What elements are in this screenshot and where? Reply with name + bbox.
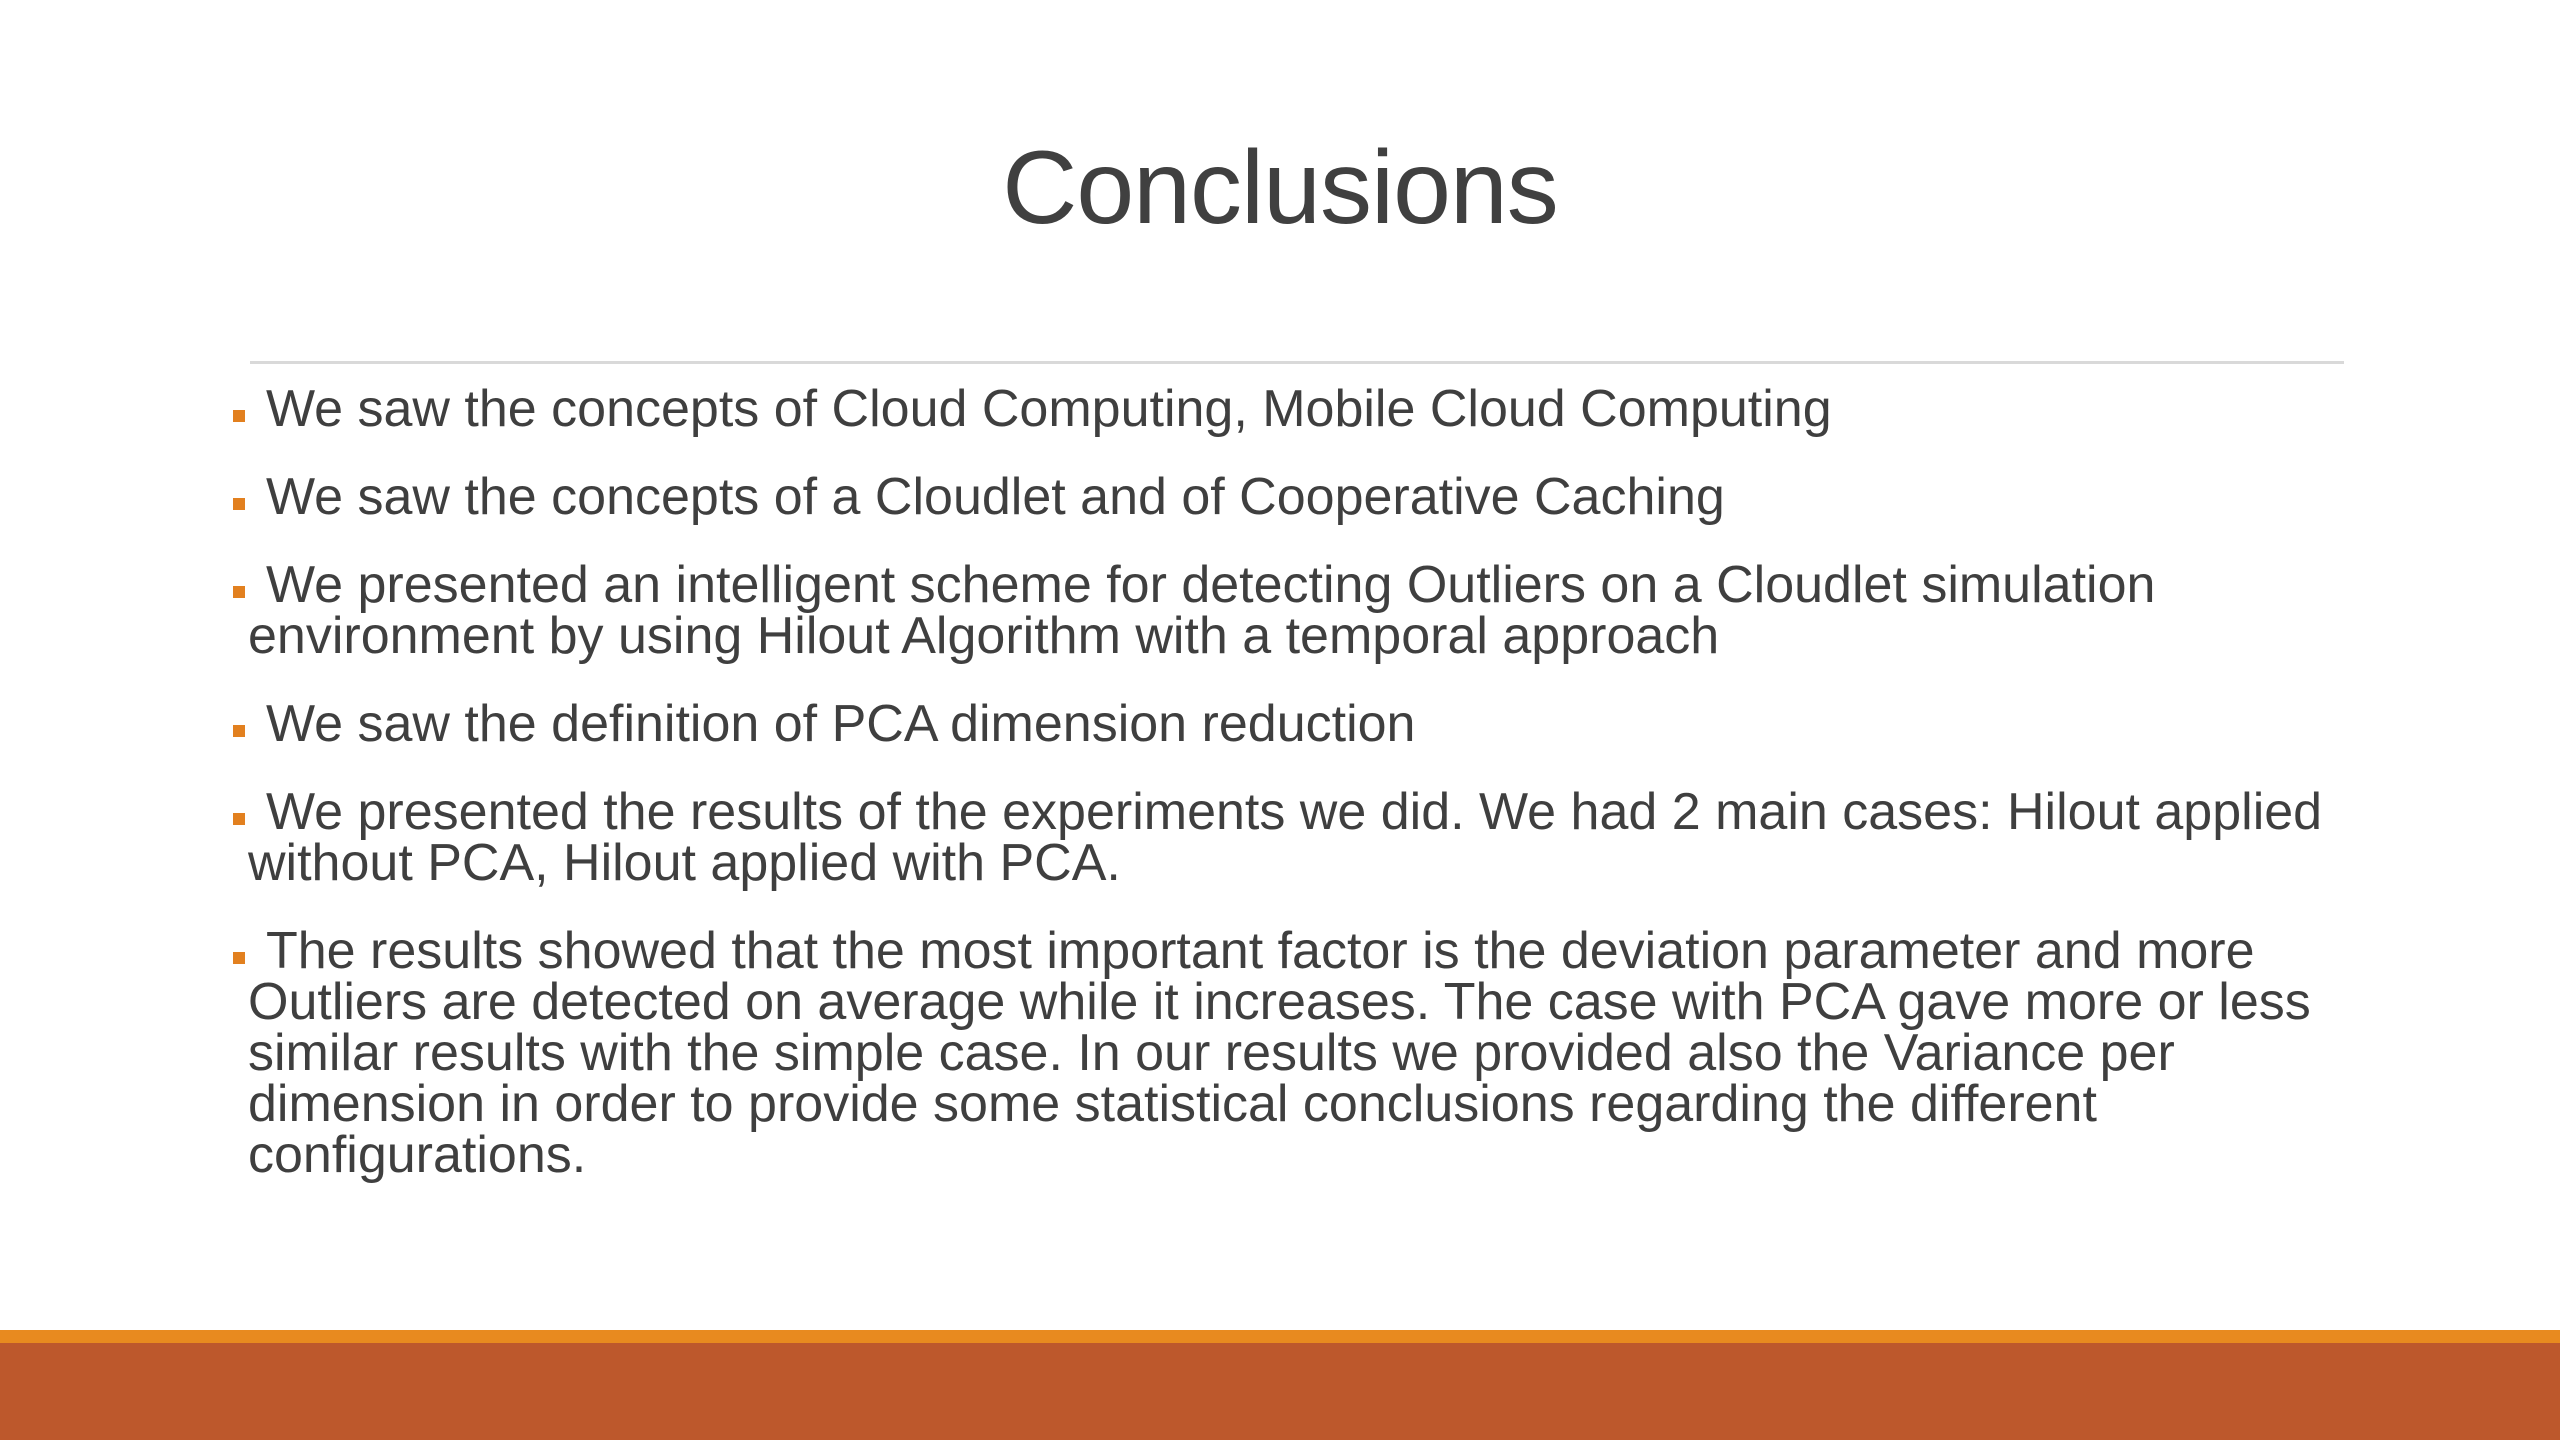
bullet-text: The results showed that the most important factor is the deviation parameter and more Outliers are detected on average while it increases. The case with PCA gave more or less similar results with the simple case. In our results we provided also the Variance per dimension in order to provide some statistical conclusions regarding the different configurations.: [248, 922, 2311, 1184]
bullet-list: [248, 380, 2348, 1218]
bullet-item: [248, 556, 2348, 665]
bullet-square-icon: [233, 498, 245, 510]
bullet-item: [248, 468, 2348, 526]
bullet-square-icon: [233, 410, 245, 422]
bullet-square-icon: [233, 952, 245, 964]
bullet-text: We presented an intelligent scheme for detecting Outliers on a Cloudlet simulation environment by using Hilout Algorithm with a temporal approach: [248, 556, 2156, 665]
bullet-item: [248, 695, 2348, 753]
footer-accent-stripe: [0, 1330, 2560, 1343]
bullet-text: We saw the concepts of Cloud Computing, Mobile Cloud Computing: [266, 380, 1832, 438]
bullet-text: We presented the results of the experiments we did. We had 2 main cases: Hilout applied without PCA, Hilout applied with PCA.: [248, 783, 2323, 892]
bullet-square-icon: [233, 586, 245, 598]
bullet-text: We saw the definition of PCA dimension reduction: [266, 695, 1416, 753]
footer-band: [0, 1343, 2560, 1440]
bullet-item: [248, 922, 2348, 1184]
bullet-item: [248, 380, 2348, 438]
slide-title: Conclusions: [1002, 130, 1558, 246]
bullet-text: We saw the concepts of a Cloudlet and of Cooperative Caching: [266, 468, 1725, 526]
title-divider: [250, 361, 2344, 364]
bullet-square-icon: [233, 813, 245, 825]
bullet-item: [248, 783, 2348, 892]
bullet-square-icon: [233, 725, 245, 737]
